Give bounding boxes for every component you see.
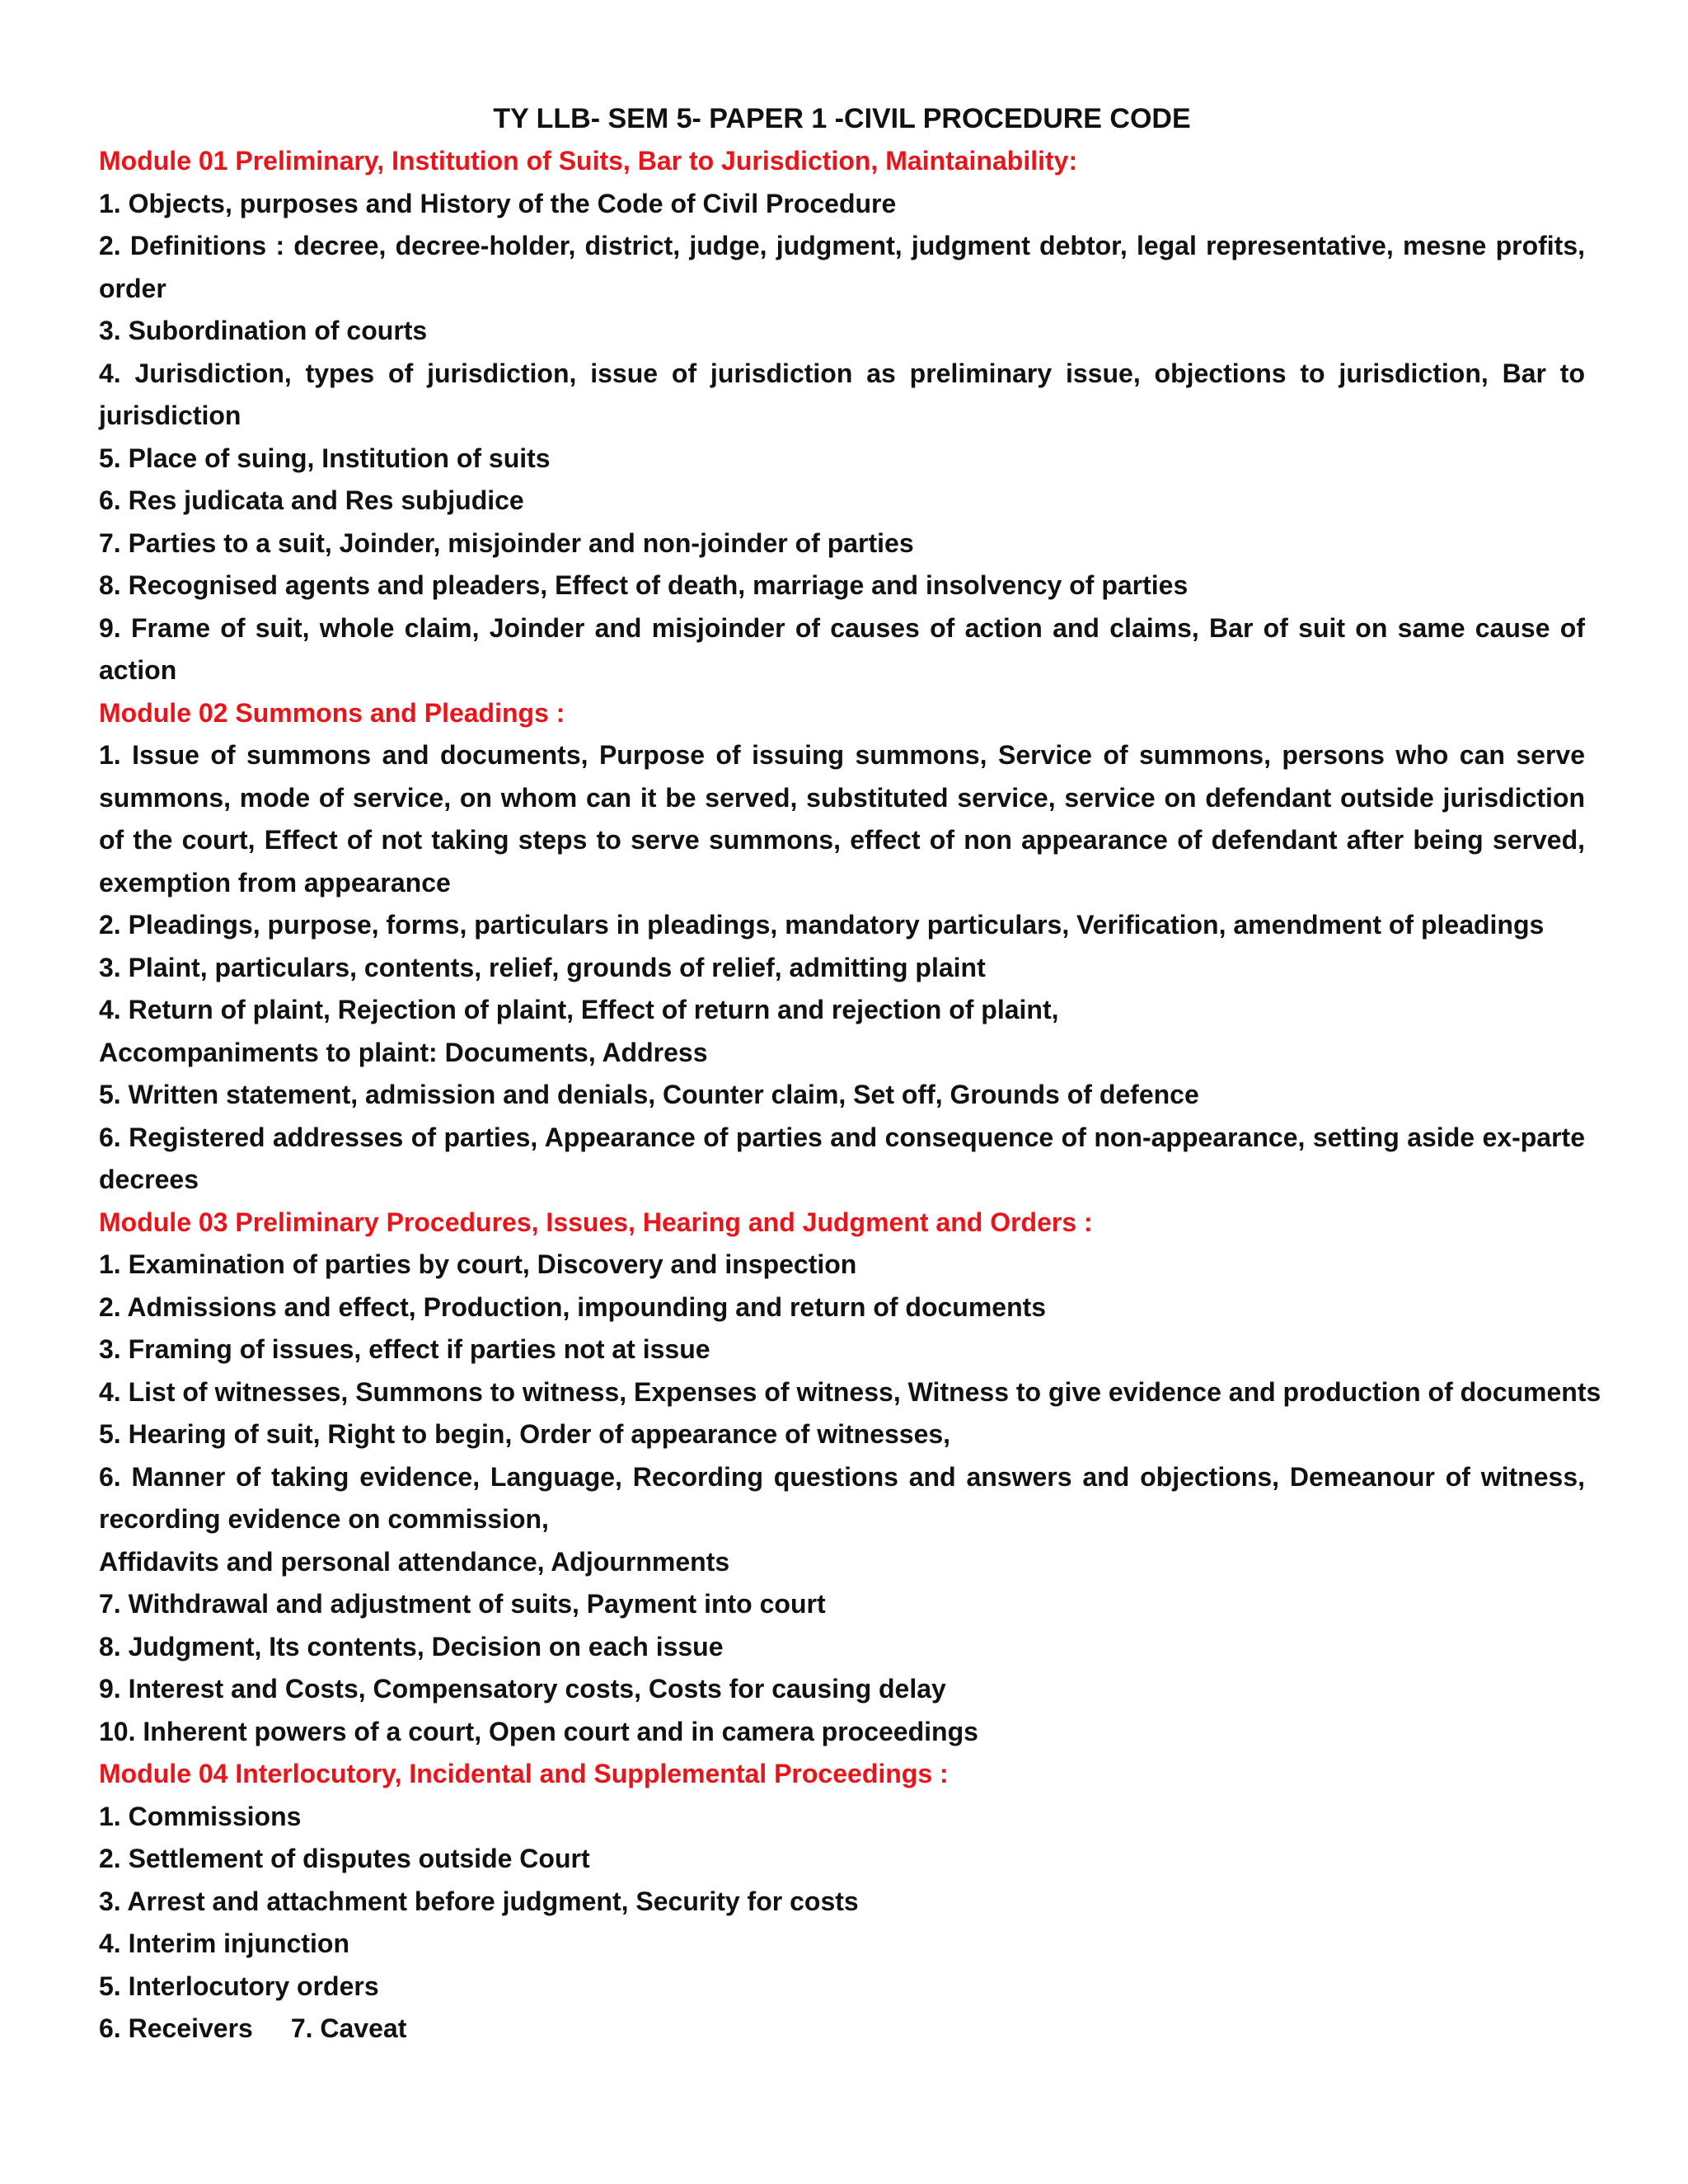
list-item: 2. Definitions : decree, decree-holder, district, judge, judgment, judgment debtor, legal representative, mesne profits, order <box>99 231 1585 303</box>
module-heading: Module 02 Summons and Pleadings : <box>99 697 565 728</box>
list-item: 4. Interim injunction <box>99 1929 350 1958</box>
list-item: 6. Registered addresses of parties, Appearance of parties and consequence of non-appearance, setting aside ex-parte decrees <box>99 1122 1585 1194</box>
document-page <box>99 97 1601 2050</box>
list-item: 4. Jurisdiction, types of jurisdiction, issue of jurisdiction as preliminary issue, objections to jurisdiction, Bar to jurisdiction <box>99 358 1585 430</box>
list-item: 3. Subordination of courts <box>99 316 428 345</box>
module-02 <box>99 692 1585 1202</box>
list-item: 3. Framing of issues, effect if parties not at issue <box>99 1334 710 1364</box>
list-item: 10. Inherent powers of a court, Open court and in camera proceedings <box>99 1716 978 1746</box>
module-heading: Module 03 Preliminary Procedures, Issues, Hearing and Judgment and Orders : <box>99 1207 1093 1237</box>
list-item: 6. Res judicata and Res subjudice <box>99 485 524 515</box>
list-item: 6. Manner of taking evidence, Language, Recording questions and answers and objections, Demeanour of witness, recording evidence on commission, <box>99 1461 1585 1534</box>
module-heading: Module 01 Preliminary, Institution of Suits, Bar to Jurisdiction, Maintainability: <box>99 146 1078 176</box>
list-item-pair <box>99 2008 1585 2050</box>
list-item: 1. Objects, purposes and History of the Code of Civil Procedure <box>99 188 897 218</box>
list-item: 8. Recognised agents and pleaders, Effect of death, marriage and insolvency of parties <box>99 570 1189 600</box>
module-04 <box>99 1753 1585 2050</box>
list-item: 3. Arrest and attachment before judgment, Security for costs <box>99 1886 859 1916</box>
list-item: 1. Examination of parties by court, Discovery and inspection <box>99 1249 857 1279</box>
list-item: 4. Return of plaint, Rejection of plaint, Effect of return and rejection of plaint, <box>99 995 1059 1024</box>
list-item: 2. Pleadings, purpose, forms, particulars in pleadings, mandatory particulars, Verification, amendment of pleadings <box>99 910 1545 940</box>
list-item: 3. Plaint, particulars, contents, relief, grounds of relief, admitting plaint <box>99 952 986 982</box>
list-item: 7. Caveat <box>290 2013 407 2043</box>
module-01 <box>99 140 1585 692</box>
list-item: 7. Withdrawal and adjustment of suits, Payment into court <box>99 1589 826 1619</box>
list-item: 9. Interest and Costs, Compensatory costs, Costs for causing delay <box>99 1674 946 1704</box>
list-item: 5. Place of suing, Institution of suits <box>99 443 551 473</box>
list-item: 7. Parties to a suit, Joinder, misjoinder and non-joinder of parties <box>99 527 914 558</box>
module-heading: Module 04 Interlocutory, Incidental and Supplemental Proceedings : <box>99 1759 949 1788</box>
list-item: Accompaniments to plaint: Documents, Address <box>99 1037 708 1067</box>
module-03 <box>99 1202 1601 1754</box>
document-title: TY LLB- SEM 5- PAPER 1 -CIVIL PROCEDURE CODE <box>493 103 1191 134</box>
list-item: 5. Interlocutory orders <box>99 1971 379 2001</box>
list-item: 8. Judgment, Its contents, Decision on each issue <box>99 1631 724 1661</box>
list-item: 9. Frame of suit, whole claim, Joinder and misjoinder of causes of action and claims, Bar of suit on same cause of action <box>99 612 1585 685</box>
list-item: Affidavits and personal attendance, Adjournments <box>99 1546 730 1577</box>
list-item: 2. Admissions and effect, Production, impounding and return of documents <box>99 1291 1047 1322</box>
list-item: 4. List of witnesses, Summons to witness, Expenses of witness, Witness to give evidence and production of documents <box>99 1376 1601 1407</box>
list-item: 5. Written statement, admission and denials, Counter claim, Set off, Grounds of defence <box>99 1080 1199 1109</box>
list-item: 2. Settlement of disputes outside Court <box>99 1844 590 1873</box>
list-item: 1. Commissions <box>99 1801 302 1831</box>
list-item: 6. Receivers <box>99 2013 253 2043</box>
list-item: 1. Issue of summons and documents, Purpose of issuing summons, Service of summons, persons who can serve summons, mode of service, on whom can it be served, substituted service, service on defendant outside jurisdiction of the court, Effect of not taking steps to serve summons, effect of non appearance of defendant after being served, exemption from appearance <box>99 740 1585 898</box>
list-item: 5. Hearing of suit, Right to begin, Order of appearance of witnesses, <box>99 1419 951 1449</box>
